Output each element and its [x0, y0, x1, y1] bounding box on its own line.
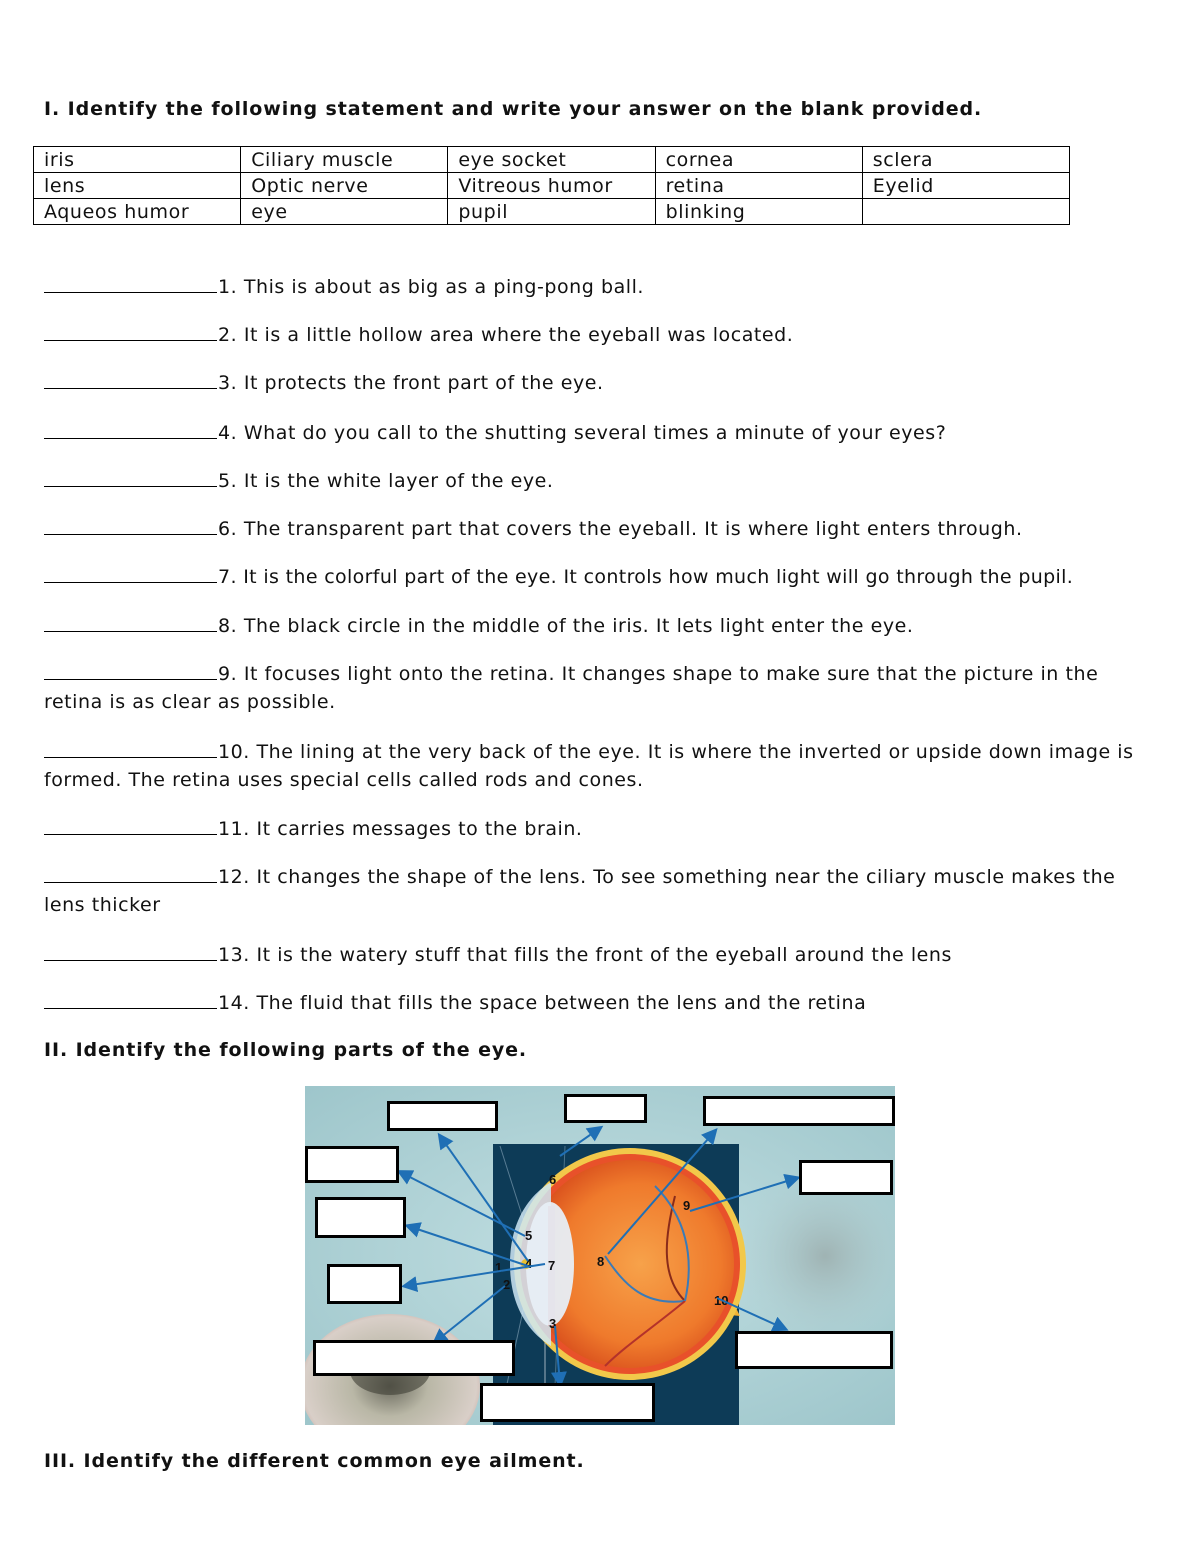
question-text: 7. It is the colorful part of the eye. It controls how much light will go through the pupil. — [218, 566, 1074, 588]
part-number-4: 4 — [525, 1256, 533, 1271]
word-bank-cell: iris — [34, 147, 241, 173]
answer-blank[interactable] — [44, 272, 217, 293]
word-bank-cell: Ciliary muscle — [241, 147, 448, 173]
question-11 — [44, 814, 1184, 843]
table-row — [34, 199, 1070, 225]
question-text: 13. It is the watery stuff that fills the front of the eyeball around the lens — [218, 944, 952, 966]
section-1-heading: I. Identify the following statement and write your answer on the blank provided. — [44, 98, 983, 120]
word-bank-cell: Eyelid — [862, 173, 1069, 199]
question-2 — [44, 320, 1184, 349]
question-text: 2. It is a little hollow area where the eyeball was located. — [218, 324, 794, 346]
question-13 — [44, 940, 1184, 969]
word-bank-cell: retina — [655, 173, 862, 199]
answer-blank[interactable] — [44, 418, 217, 439]
question-text: 8. The black circle in the middle of the iris. It lets light enter the eye. — [218, 615, 914, 637]
answer-blank[interactable] — [44, 466, 217, 487]
question-1 — [44, 272, 1184, 301]
question-5 — [44, 466, 1184, 495]
answer-blank[interactable] — [44, 814, 217, 835]
question-7 — [44, 562, 1184, 591]
word-bank-cell: pupil — [448, 199, 655, 225]
question-text: 10. The lining at the very back of the eye. It is where the inverted or upside down image is formed. The retina uses special cells called rods and cones. — [44, 741, 1134, 791]
answer-blank[interactable] — [44, 368, 217, 389]
word-bank-cell: Optic nerve — [241, 173, 448, 199]
question-10 — [44, 737, 1144, 794]
section-3-heading: III. Identify the different common eye ailment. — [44, 1450, 585, 1472]
label-answer-box[interactable] — [387, 1101, 498, 1131]
question-8 — [44, 611, 1184, 640]
question-4 — [44, 418, 1184, 447]
label-answer-box[interactable] — [564, 1094, 647, 1123]
part-number-3: 3 — [549, 1316, 557, 1331]
word-bank-cell: cornea — [655, 147, 862, 173]
word-bank-table — [33, 146, 1070, 225]
part-number-7: 7 — [548, 1258, 556, 1273]
answer-blank[interactable] — [44, 320, 217, 341]
label-answer-box[interactable] — [799, 1160, 893, 1195]
table-row — [34, 147, 1070, 173]
label-answer-box[interactable] — [735, 1331, 893, 1369]
answer-blank[interactable] — [44, 940, 217, 961]
part-number-5: 5 — [525, 1228, 533, 1243]
part-number-2: 2 — [503, 1277, 511, 1292]
label-answer-box[interactable] — [313, 1340, 515, 1376]
label-answer-box[interactable] — [703, 1096, 895, 1126]
word-bank-cell: Vitreous humor — [448, 173, 655, 199]
label-answer-box[interactable] — [305, 1146, 399, 1183]
part-number-8: 8 — [597, 1254, 605, 1269]
question-text: 14. The fluid that fills the space between the lens and the retina — [218, 992, 867, 1014]
word-bank-cell — [862, 199, 1069, 225]
table-row — [34, 173, 1070, 199]
section-2-heading: II. Identify the following parts of the eye. — [44, 1039, 528, 1061]
label-answer-box[interactable] — [480, 1383, 655, 1422]
question-12 — [44, 862, 1154, 919]
word-bank-cell: eye socket — [448, 147, 655, 173]
question-text: 1. This is about as big as a ping-pong ball. — [218, 276, 645, 298]
question-text: 12. It changes the shape of the lens. To see something near the ciliary muscle makes the lens thicker — [44, 866, 1116, 916]
question-9 — [44, 659, 1144, 716]
part-number-6: 6 — [549, 1172, 557, 1187]
word-bank-cell: sclera — [862, 147, 1069, 173]
part-number-9: 9 — [683, 1198, 691, 1213]
answer-blank[interactable] — [44, 562, 217, 583]
question-6 — [44, 514, 1184, 543]
word-bank-cell: Aqueos humor — [34, 199, 241, 225]
question-text: 6. The transparent part that covers the eyeball. It is where light enters through. — [218, 518, 1023, 540]
question-text: 3. It protects the front part of the eye. — [218, 372, 604, 394]
part-number-1: 1 — [495, 1260, 503, 1275]
part-number-10: 10 — [714, 1293, 729, 1308]
question-text: 9. It focuses light onto the retina. It changes shape to make sure that the picture in the retina is as clear as possible. — [44, 663, 1099, 713]
question-text: 4. What do you call to the shutting several times a minute of your eyes? — [218, 422, 947, 444]
label-answer-box[interactable] — [327, 1264, 402, 1304]
question-text: 5. It is the white layer of the eye. — [218, 470, 554, 492]
word-bank-cell: blinking — [655, 199, 862, 225]
answer-blank[interactable] — [44, 659, 217, 680]
question-14 — [44, 988, 1184, 1017]
answer-blank[interactable] — [44, 862, 217, 883]
answer-blank[interactable] — [44, 611, 217, 632]
answer-blank[interactable] — [44, 514, 217, 535]
word-bank-cell: lens — [34, 173, 241, 199]
eye-diagram — [305, 1086, 895, 1425]
question-3 — [44, 368, 1184, 397]
label-answer-box[interactable] — [315, 1197, 406, 1238]
answer-blank[interactable] — [44, 988, 217, 1009]
question-text: 11. It carries messages to the brain. — [218, 818, 583, 840]
answer-blank[interactable] — [44, 737, 217, 758]
word-bank-cell: eye — [241, 199, 448, 225]
